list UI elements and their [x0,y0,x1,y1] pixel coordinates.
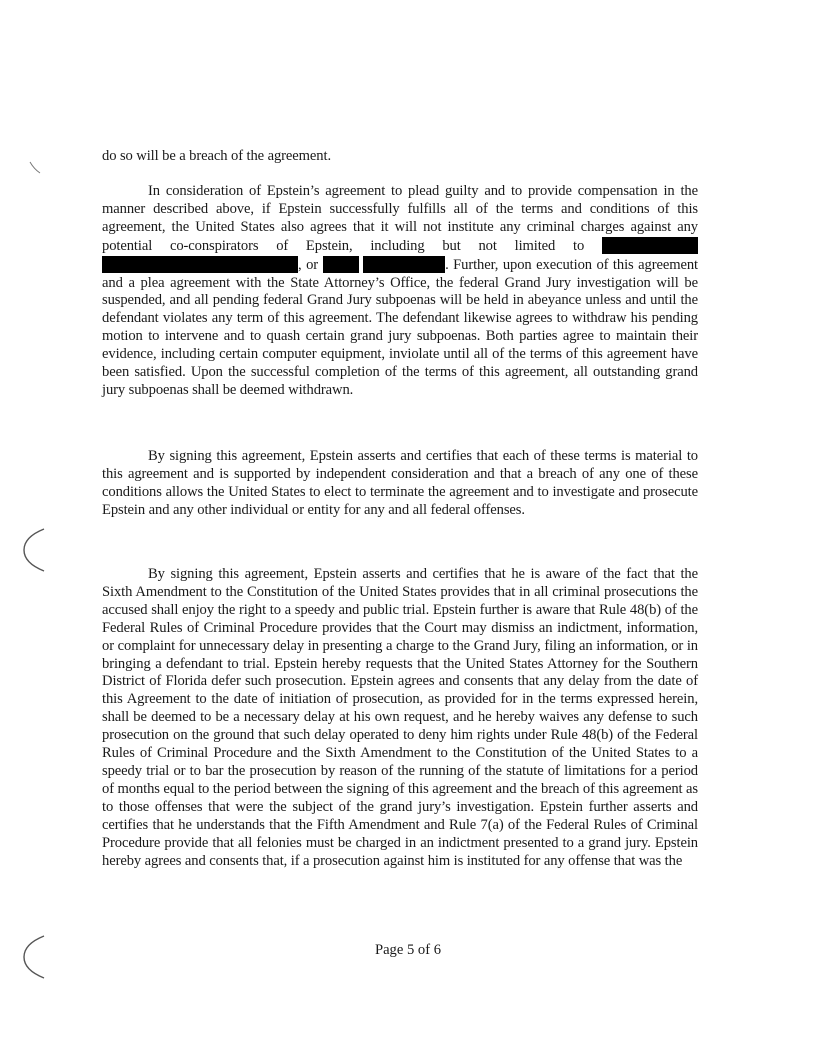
redaction-block [602,237,698,254]
para1-text-b: . Further, upon execution of this agreement and a plea agreement with the State Attorney’s Office, the federal Grand Jury investigation will be suspended, and all pending federal Grand Jury subpoenas will be held in abeyance unless and until the defendant violates any term of this agreement. The defendant likewise agrees to withdraw his pending motion to intervene and to quash certain grand jury subpoenas. Both parties agree to maintain their evidence, including certain computer equipment, inviolate until all of the terms of this agreement have been satisfied. Upon the successful completion of the terms of this agreement, all outstanding grand jury subpoenas shall be deemed withdrawn. [102,256,698,398]
para1-text-a: In consideration of Epstein’s agreement to plead guilty and to provide compensation in the manner described above, if Epstein successfully fulfills all of the terms and conditions of this agreement, the United States also agrees that it will not institute any criminal charges against any potential co-conspirators of Epstein, including but not limited to [102,183,698,254]
page-number: Page 5 of 6 [374,942,442,958]
para1-or: or [306,256,319,273]
para3-text: By signing this agreement, Epstein asserts and certifies that he is aware of the fact that the Sixth Amendment to the Constitution of the United States provides that in all criminal prosecutions the accused shall enjoy the right to a speedy and public trial. Epstein further is aware that Rule 48(b) of the Federal Rules of Criminal Procedure provides that the Court may dismiss an indictment, information, or complaint for unnecessary delay in presenting a charge to the Grand Jury, filing an information, or in bringing a defendant to trial. Epstein hereby requests that the United States Attorney for the Southern District of Florida defer such prosecution. Epstein agrees and consents that any delay from the date of this Agreement to the date of initiation of prosecution, as provided for in the terms expressed herein, shall be deemed to be a necessary delay at his own request, and he hereby waives any defense to such prosecution on the ground that such delay operated to deny him rights under Rule 48(b) of the Federal Rules of Criminal Procedure and the Sixth Amendment to the Constitution of the United States to a speedy trial or to bar the prosecution by reason of the running of the statute of limitations for a period of months equal to the period between the signing of this agreement and the breach of this agreement as to those offenses that were the subject of the grand jury’s investigation. Epstein further asserts and certifies that he understands that the Fifth Amendment and Rule 7(a) of the Federal Rules of Criminal Procedure provide that all felonies must be charged in an indictment presented to a grand jury. Epstein hereby agrees and consents that, if a prosecution against him is instituted for any offense that was the [102,566,698,869]
document-body [102,148,698,166]
lead-line: do so will be a breach of the agreement. [102,148,332,164]
paragraph-consideration: In consideration of Epstein’s agreement to plead guilty and to provide compensation in the manner described above, if Epstein successfully fulfills all of the terms and conditions of this agreement, the United States also agrees that it will not institute any criminal charges against any potential co-conspirators of Epstein, including but not limited to , or . Further, upon execution of this agreement and a plea agreement with the State Attorney’s Office, the federal Grand Jury investigation will be suspended, and all pending federal Grand Jury subpoenas will be held in abeyance unless and until the defendant violates any term of this agreement. The defendant likewise agrees to withdraw his pending motion to intervene and to quash certain grand jury subpoenas. Both parties agree to maintain their evidence, including certain computer equipment, inviolate until all of the terms of this agreement have been satisfied. Upon the successful completion of the terms of this agreement, all outstanding grand jury subpoenas shall be deemed withdrawn. [102,183,698,398]
para2-text: By signing this agreement, Epstein asserts and certifies that each of these terms is material to this agreement and is supported by independent consideration and that a breach of any one of these conditions allows the United States to elect to terminate the agreement and to investigate and prosecute Epstein and any other individual or entity for any and all federal offenses. [102,448,698,518]
paragraph-material-terms [102,448,698,520]
scan-tick-mark [28,160,42,176]
paragraph-speedy-trial [102,566,698,870]
punch-hole-arc-top [18,525,52,575]
redaction-block [102,256,298,273]
redaction-block [363,256,445,273]
redaction-block [323,256,359,273]
